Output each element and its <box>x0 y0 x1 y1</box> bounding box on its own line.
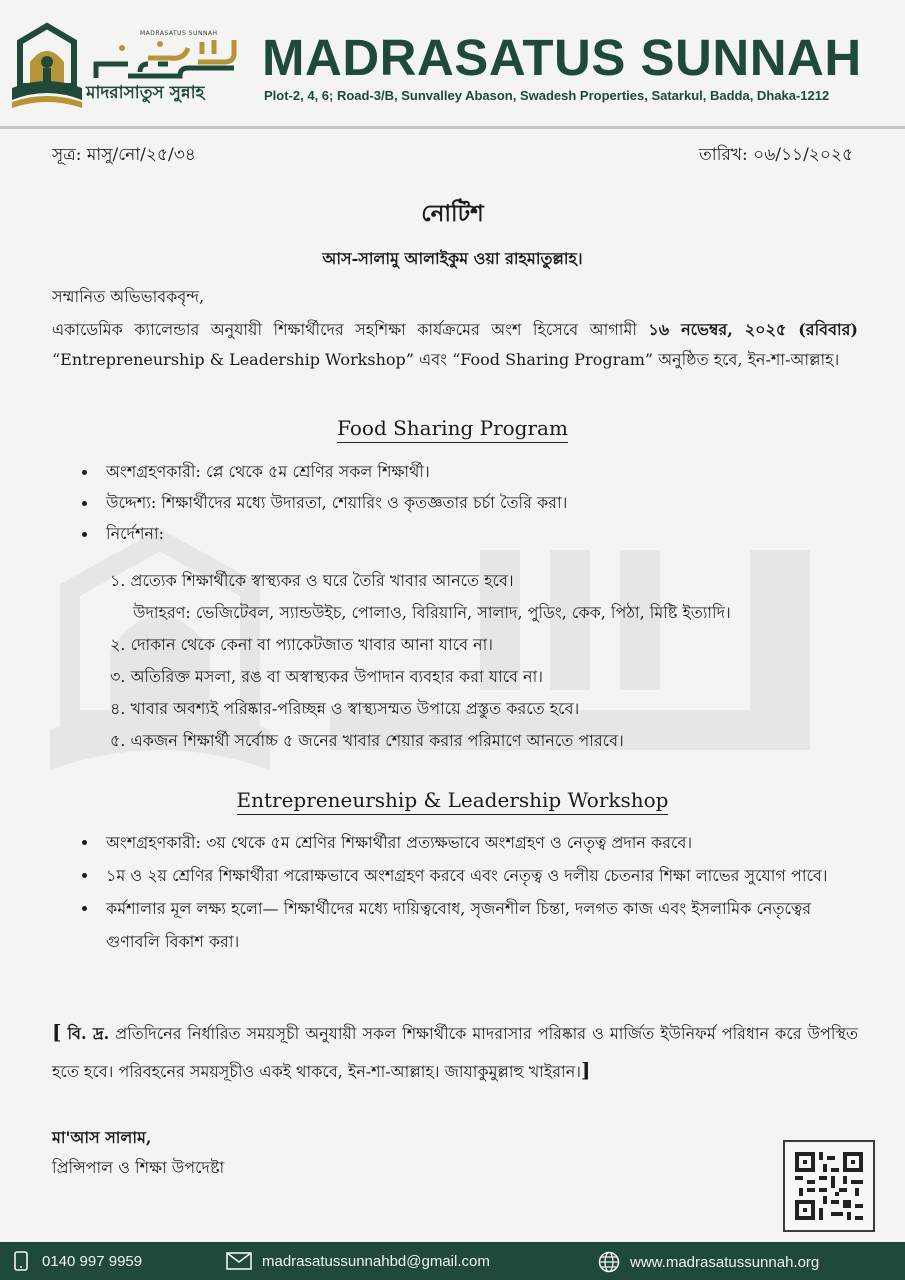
email-address[interactable]: madrasatussunnahbd@gmail.com <box>262 1252 490 1270</box>
signature-closing: মা'আস সালাম, <box>52 1128 152 1147</box>
arabic-calligraphy-icon <box>88 34 240 82</box>
workshop-heading-text: Entrepreneurship & Leadership Workshop <box>237 788 669 815</box>
instruction-item: ৪. খাবার অবশ্যই পরিষ্কার-পরিচ্ছন্ন ও স্বাস্থ্যসম্মত উপায়ে প্রস্তুত করতে হবে। <box>110 699 580 718</box>
institution-name: MADRASATUS SUNNAH <box>262 29 862 86</box>
list-item <box>82 456 862 487</box>
qr-code-icon <box>795 1152 863 1220</box>
footer-website <box>598 1251 819 1273</box>
website-url[interactable]: www.madrasatussunnah.org <box>630 1253 820 1271</box>
list-item <box>82 892 862 958</box>
email-icon <box>226 1251 252 1271</box>
mosque-logo-icon <box>8 22 86 114</box>
arabic-logotype <box>88 30 240 80</box>
instruction-item: ৩. অতিরিক্ত মসলা, রঙ বা অস্বাস্থ্যকর উপাদান ব্যবহার করা যাবে না। <box>110 667 543 686</box>
list-item <box>82 487 862 518</box>
instruction-item: ৫. একজন শিক্ষার্থী সর্বোচ্চ ৫ জনের খাবার শেয়ার করার পরিমাণে আনতে পারবে। <box>110 731 624 750</box>
phone-number[interactable]: 0140 997 9959 <box>42 1252 143 1270</box>
bullet-dot-icon <box>82 906 87 911</box>
food-heading-text: Food Sharing Program <box>337 416 568 443</box>
workshop-section-heading <box>0 788 905 812</box>
instruction-example: উদাহরণ: ভেজিটেবল, স্যান্ডউইচ, পোলাও, বিরিয়ানি, সালাদ, পুডিং, কেক, পিঠা, মিষ্টি ইত্যাদি। <box>133 603 731 622</box>
intro-text-1: একাডেমিক ক্যালেন্ডার অনুযায়ী শিক্ষার্থীদের সহশিক্ষা কার্যক্রমের অংশ হিসেবে আগামী <box>52 320 649 339</box>
header-divider <box>0 126 905 129</box>
greeting: আস-সালামু আলাইকুম ওয়া রাহমাতুল্লাহ। <box>322 249 583 268</box>
phone-icon <box>10 1251 32 1271</box>
footer-phone <box>10 1251 142 1271</box>
food-bullet-list <box>82 456 862 549</box>
bullet-dot-icon <box>82 840 87 845</box>
food-instruction-list <box>110 565 870 757</box>
institution-address: Plot-2, 4, 6; Road-3/B, Sunvalley Abason, Swadesh Properties, Satarkul, Badda, Dhaka-1212 <box>264 88 830 103</box>
list-item <box>82 859 862 892</box>
qr-code <box>783 1140 875 1232</box>
special-note <box>52 1014 858 1090</box>
bullet-dot-icon <box>82 501 87 506</box>
bullet-dot-icon <box>82 470 87 475</box>
letterhead <box>0 0 905 128</box>
salutation: সম্মানিত অভিভাবকবৃন্দ, <box>52 287 205 306</box>
list-item-text: ১ম ও ২য় শ্রেণির শিক্ষার্থীরা পরোক্ষভাবে অংশগ্রহণ করবে এবং নেতৃত্ব ও দলীয় চেতনার শিক্ষা লাভের সুযোগ পাবে। <box>106 866 828 885</box>
list-item <box>82 826 862 859</box>
list-item-text: অংশগ্রহণকারী: প্লে থেকে ৫ম শ্রেণির সকল শিক্ষার্থী। <box>106 462 430 481</box>
signature-role: প্রিন্সিপাল ও শিক্ষা উপদেষ্টা <box>52 1158 225 1177</box>
note-close-bracket: ] <box>580 1058 591 1082</box>
logo-tagline: MADRASATUS SUNNAH <box>140 30 218 37</box>
list-item-text: কর্মশালার মূল লক্ষ্য হলো— শিক্ষার্থীদের মধ্যে দায়িত্ববোধ, সৃজনশীল চিন্তা, দলগত কাজ এবং ইসলামিক নেতৃত্বের গুণাবলি বিকাশ করা। <box>106 899 812 951</box>
footer-email <box>226 1251 490 1271</box>
intro-paragraph <box>52 315 858 375</box>
food-section-heading <box>0 416 905 440</box>
note-text: প্রতিদিনের নির্ধারিত সময়সূচী অনুযায়ী সকল শিক্ষার্থীকে মাদরাসার পরিষ্কার ও মার্জিত ইউনিফর্ম পরিধান করে উপস্থিত হতে হবে। পরিবহনের সময়সূচীও একই থাকবে, ইন-শা-আল্লাহ। জাযাকুমুল্লাহু খাইরান। <box>52 1024 859 1081</box>
globe-icon <box>598 1251 620 1273</box>
notice-title: নোটিশ <box>421 200 484 227</box>
instruction-item: ১. প্রত্যেক শিক্ষার্থীকে স্বাস্থ্যকর ও ঘরে তৈরি খাবার আনতে হবে। <box>110 571 514 590</box>
workshop-bullet-list <box>82 826 862 958</box>
instruction-item: ২. দোকান থেকে কেনা বা প্যাকেটজাত খাবার আনা যাবে না। <box>110 635 493 654</box>
event-date-highlight: ১৬ নভেম্বর, ২০২৫ (রবিবার) <box>648 320 858 339</box>
list-item <box>82 518 862 549</box>
bullet-dot-icon <box>82 532 87 537</box>
bullet-dot-icon <box>82 873 87 878</box>
footer-bar <box>0 1242 905 1280</box>
list-item-text: নির্দেশনা: <box>106 524 165 543</box>
note-open-bracket: [ <box>52 1020 62 1044</box>
logo-bangla-name: মাদরাসাতুস সুন্নাহ <box>86 83 205 103</box>
intro-text-2: “Entrepreneurship & Leadership Workshop” এবং “Food Sharing Program” অনুষ্ঠিত হবে, ইন-শা-আল্লাহ। <box>52 350 840 369</box>
reference-number: সূত্র: মাসু/নো/২৫/৩৪ <box>52 145 196 165</box>
notice-date: তারিখ: ০৬/১১/২০২৫ <box>698 145 853 165</box>
list-item-text: অংশগ্রহণকারী: ৩য় থেকে ৫ম শ্রেণির শিক্ষার্থীরা প্রত্যক্ষভাবে অংশগ্রহণ ও নেতৃত্ব প্রদান করবে। <box>106 833 693 852</box>
note-label: বি. দ্র. <box>67 1024 110 1043</box>
list-item-text: উদ্দেশ্য: শিক্ষার্থীদের মধ্যে উদারতা, শেয়ারিং ও কৃতজ্ঞতার চর্চা তৈরি করা। <box>106 493 568 512</box>
